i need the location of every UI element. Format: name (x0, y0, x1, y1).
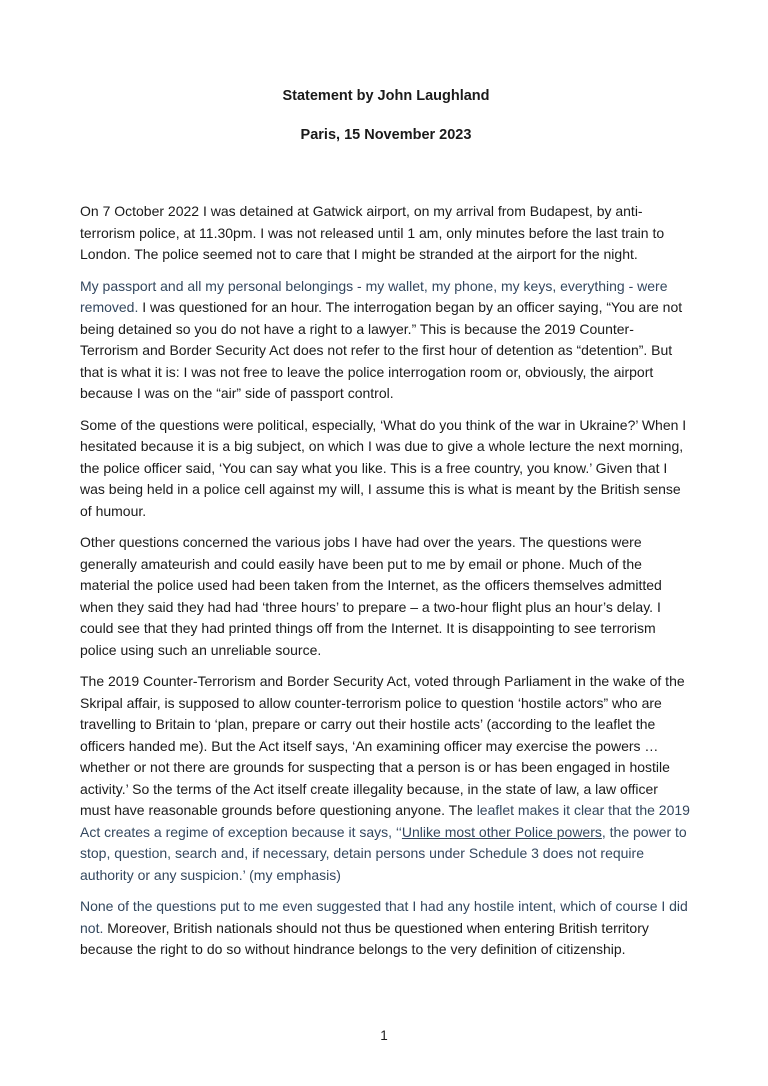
emphasized-underlined-text: Unlike most other Police powers (401, 823, 602, 840)
paragraph-no-hostile-intent (80, 896, 692, 961)
page-footer (0, 1025, 768, 1047)
text-run: On 7 October 2022 I was detained at Gatwick airport, on my arrival from Budapest, by anti-terrorism police, at 11.30pm. I was not released until 1 am, only minutes before the last train to London. The police seemed not to care that I might be stranded at the airport for the night. (80, 203, 665, 262)
paragraph-passport-removed (80, 276, 692, 405)
text-run-accent: , the power to stop, question, search and, if necessary, detain persons under Schedule 3 does not require authority or any suspicion.’ (my emphasis) (80, 823, 687, 883)
page-number: 1 (380, 1028, 388, 1043)
text-run-accent: leaflet makes it clear that the 2019 Act creates a regime of exception because it says, ‘‘ (80, 802, 690, 840)
document-date: Paris, 15 November 2023 (300, 126, 472, 143)
text-run: Moreover, British nationals should not thus be questioned when entering British territory because the right to do so without hindrance belongs to the very definition of citizenship. (80, 919, 649, 957)
document-body (80, 201, 692, 961)
document-title: Statement by John Laughland (282, 88, 490, 104)
paragraph-political-questions (80, 415, 692, 523)
text-run-accent: None of the questions put to me even suggested that I had any hostile intent, which of course I did not. (80, 898, 688, 936)
paragraph-other-questions (80, 532, 692, 661)
paragraph-detained-at-gatwick (80, 201, 692, 266)
text-run: Some of the questions were political, especially, ‘What do you think of the war in Ukraine?’ When I hesitated because it is a big subject, on which I was due to give a whole lecture the next morning, the police officer said, ‘You can say what you like. This is a free country, you know.’ Given that I was being held in a police cell against my will, I assume this is what is meant by the British sense of humour. (80, 416, 687, 519)
text-run-accent: My passport and all my personal belongings - my wallet, my phone, my keys, everything - were removed. (80, 277, 668, 315)
text-run: I was questioned for an hour. The interrogation began by an officer saying, “You are not being detained so you do not have a right to a lawyer.” This is because the 2019 Counter-Terrorism and Border Security Act does not refer to the first hour of detention as “detention”. But that is what it is: I was not free to leave the police interrogation room or, obviously, the airport because I was on the “air” side of passport control. (80, 299, 683, 401)
text-run: Other questions concerned the various jobs I have had over the years. The questions were generally amateurish and could easily have been put to me by email or phone. Much of the material the police used had been taken from the Internet, as the officers themselves admitted when they said they had had ‘three hours’ to prepare – a two-hour flight plus an hour’s delay. I could see that they had printed things off from the Internet. It is disappointing to see terrorism police using such an unreliable source. (80, 534, 662, 658)
paragraph-2019-act (80, 671, 692, 886)
text-run: The 2019 Counter-Terrorism and Border Security Act, voted through Parliament in the wake of the Skripal affair, is supposed to allow counter-terrorism police to question ‘hostile actors” who are travelling to Britain to ‘plan, prepare or carry out their hostile acts’ (according to the leaflet the officers handed me). But the Act itself says, ‘An examining officer may exercise the powers … whether or not there are grounds for suspecting that a person is or has been engaged in hostile activity.’ So the terms of the Act itself create illegality because, in the state of law, a law officer must have reasonable grounds before questioning anyone. The (80, 673, 685, 818)
